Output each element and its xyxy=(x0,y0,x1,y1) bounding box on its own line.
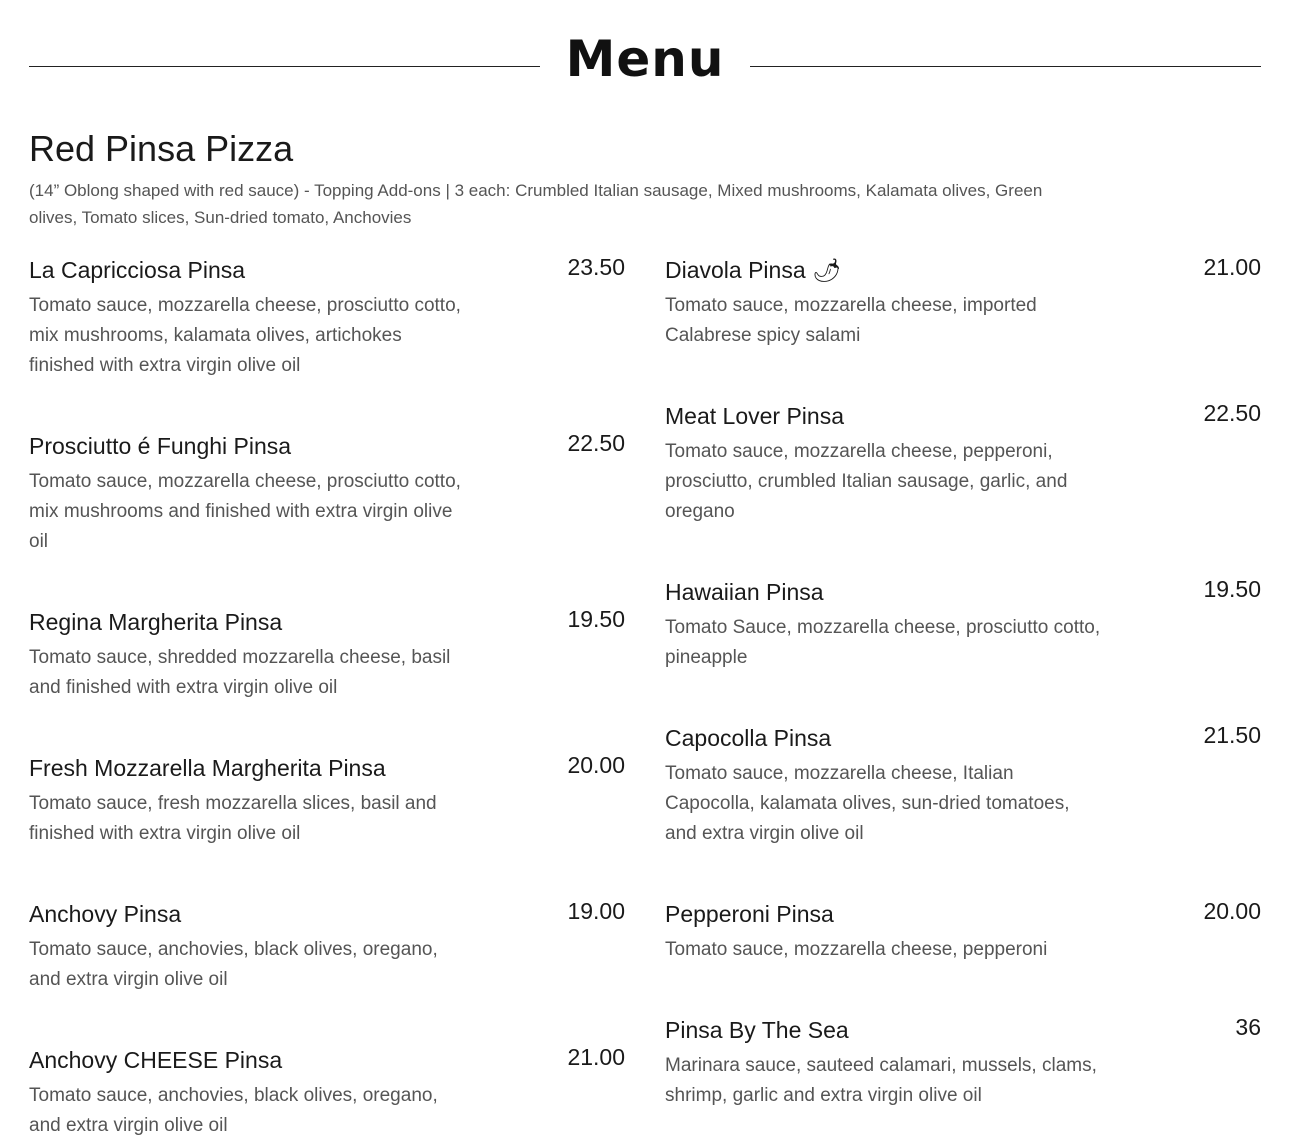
item-description: Tomato Sauce, mozzarella cheese, prosciutto cotto, pineapple xyxy=(665,617,1101,668)
item-description: Tomato sauce, mozzarella cheese, Italian Capocolla, kalamata olives, sun-dried tomatoes, and extra virgin olive oil xyxy=(665,763,1070,844)
item-price: 36 xyxy=(1235,1014,1261,1040)
menu-item xyxy=(29,748,625,849)
item-price: 21.50 xyxy=(1203,722,1261,748)
menu-item xyxy=(29,426,625,557)
item-name: Pepperoni Pinsa xyxy=(665,901,834,927)
item-name: Prosciutto é Funghi Pinsa xyxy=(29,433,292,459)
menu-item xyxy=(29,602,625,703)
menu-item xyxy=(665,718,1261,849)
item-price: 22.50 xyxy=(567,430,625,456)
item-description: Tomato sauce, mozzarella cheese, pepperoni, prosciutto, crumbled Italian sausage, garlic, and oregano xyxy=(665,441,1068,522)
menu-header xyxy=(29,28,1261,90)
item-price: 19.00 xyxy=(567,898,625,924)
menu-item xyxy=(665,396,1261,527)
item-name: Capocolla Pinsa xyxy=(665,725,832,751)
item-description: Tomato sauce, mozzarella cheese, prosciutto cotto, mix mushrooms and finished with extra virgin olive oil xyxy=(29,471,461,552)
item-description: Tomato sauce, mozzarella cheese, imported Calabrese spicy salami xyxy=(665,295,1037,346)
item-description: Tomato sauce, mozzarella cheese, prosciutto cotto, mix mushrooms, kalamata olives, artichokes finished with extra virgin olive oil xyxy=(29,295,461,376)
item-name: Pinsa By The Sea xyxy=(665,1017,849,1043)
item-price: 21.00 xyxy=(1203,254,1261,280)
item-name: Anchovy CHEESE Pinsa xyxy=(29,1047,283,1073)
item-description: Tomato sauce, fresh mozzarella slices, basil and finished with extra virgin olive oil xyxy=(29,793,437,844)
menu-item xyxy=(665,894,1261,965)
item-price: 20.00 xyxy=(1203,898,1261,924)
item-description: Tomato sauce, anchovies, black olives, oregano, and extra virgin olive oil xyxy=(29,1085,438,1136)
item-description: Tomato sauce, mozzarella cheese, pepperoni xyxy=(665,939,1048,960)
item-name: Anchovy Pinsa xyxy=(29,901,182,927)
item-price: 23.50 xyxy=(567,254,625,280)
item-name: Hawaiian Pinsa xyxy=(665,579,824,605)
item-price: 19.50 xyxy=(567,606,625,632)
item-name: Regina Margherita Pinsa xyxy=(29,609,283,635)
item-name: Diavola Pinsa 🌶 xyxy=(665,257,842,283)
item-description: Tomato sauce, anchovies, black olives, oregano, and extra virgin olive oil xyxy=(29,939,438,990)
item-description: Tomato sauce, shredded mozzarella cheese, basil and finished with extra virgin olive oil xyxy=(29,647,451,698)
menu-title: Menu xyxy=(565,30,725,88)
menu-item xyxy=(29,1040,625,1141)
item-name: La Capricciosa Pinsa xyxy=(29,257,246,283)
menu-item xyxy=(665,250,1261,351)
item-price: 21.00 xyxy=(567,1044,625,1070)
item-price: 20.00 xyxy=(567,752,625,778)
item-name: Fresh Mozzarella Margherita Pinsa xyxy=(29,755,386,781)
item-price: 19.50 xyxy=(1203,576,1261,602)
header-rule-left xyxy=(29,66,540,67)
item-name: Meat Lover Pinsa xyxy=(665,403,844,429)
section-description: (14” Oblong shaped with red sauce) - Topping Add-ons | 3 each: Crumbled Italian sausage, Mixed mushrooms, Kalamata olives, Green olives, Tomato slices, Sun-dried tomato, Anchovies xyxy=(29,181,1043,227)
menu-item xyxy=(665,572,1261,673)
header-rule-right xyxy=(750,66,1261,67)
menu-item xyxy=(29,250,625,381)
section-title: Red Pinsa Pizza xyxy=(29,128,294,169)
item-price: 22.50 xyxy=(1203,400,1261,426)
menu-item xyxy=(665,1010,1261,1111)
menu-item xyxy=(29,894,625,995)
item-description: Marinara sauce, sauteed calamari, mussels, clams, shrimp, garlic and extra virgin olive oil xyxy=(665,1055,1097,1106)
